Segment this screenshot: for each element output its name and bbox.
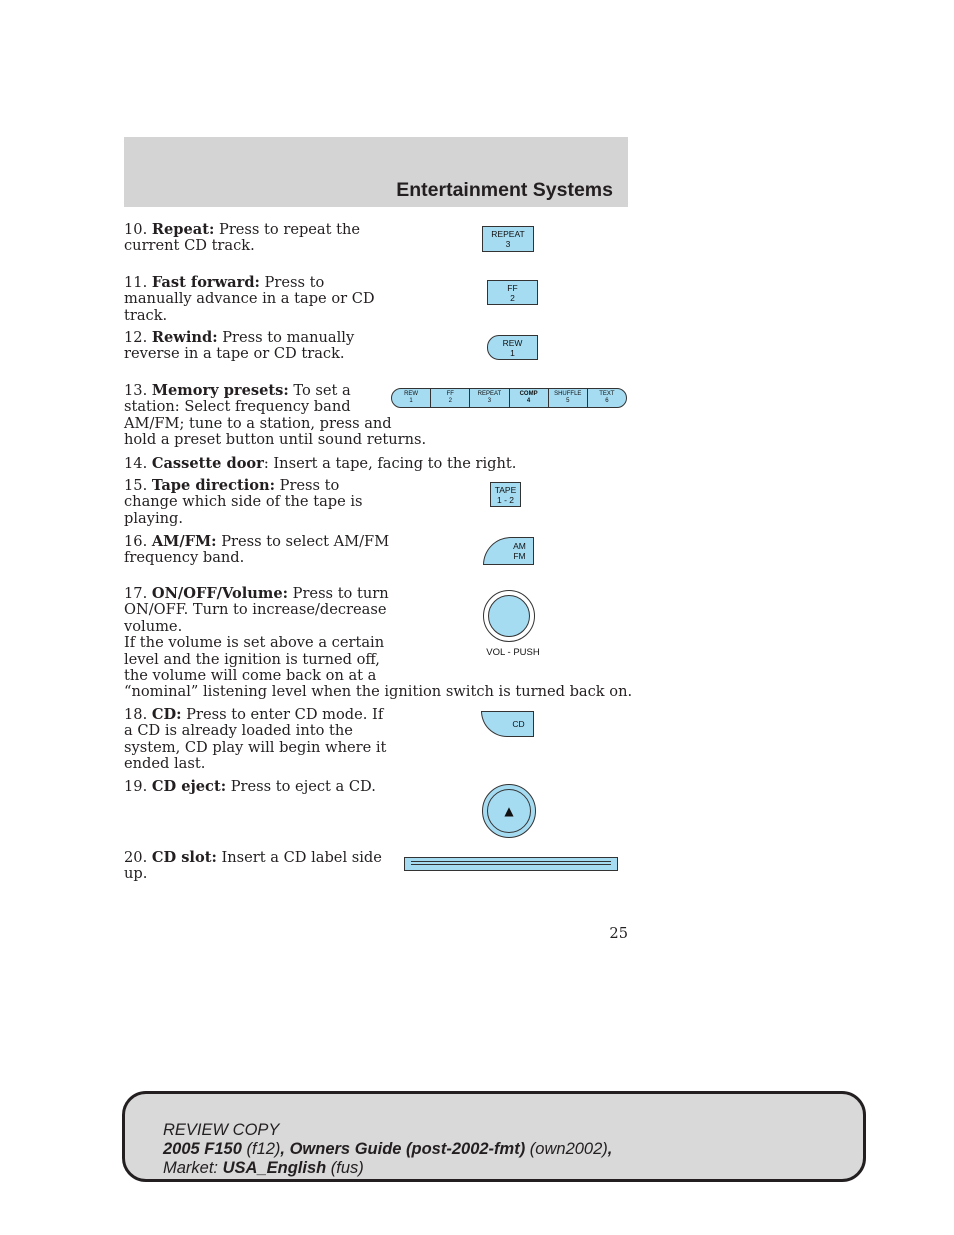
item-fast-forward: 11. Fast forward: Press to manually advance in a tape or CD track. [124, 274, 375, 324]
volume-label: VOL - PUSH [486, 647, 540, 658]
item-repeat: 10. Repeat: Press to repeat the current CD track. [124, 221, 361, 255]
item-cassette-door: 14. Cassette door: Insert a tape, facing to the right. [124, 455, 517, 472]
item-memory-presets: 13. Memory presets: To set a station: Select frequency band AM/FM; tune to a station, press and hold a preset button until sound returns. [124, 382, 427, 449]
item-cd-eject: 19. CD eject: Press to eject a CD. [124, 778, 376, 795]
preset-3: REPEAT 3 [470, 389, 509, 407]
section-title: Entertainment Systems [396, 179, 613, 201]
item-cd-slot: 20. CD slot: Insert a CD label side up. [124, 849, 382, 883]
item-am-fm: 16. AM/FM: Press to select AM/FM frequency band. [124, 533, 390, 567]
tape-button-icon: TAPE 1 - 2 [490, 482, 521, 507]
preset-1: REW 1 [392, 389, 431, 407]
volume-knob-inner [488, 595, 530, 637]
volume-knob-icon [483, 590, 535, 642]
eject-icon: ▲ [487, 789, 531, 833]
preset-4: COMP 4 [510, 389, 549, 407]
preset-2: FF 2 [431, 389, 470, 407]
cd-slot-icon [404, 857, 618, 871]
page-number: 25 [609, 925, 628, 942]
slot-line-bottom [411, 864, 611, 865]
slot-line-top [411, 861, 611, 862]
item-rewind: 12. Rewind: Press to manually reverse in a tape or CD track. [124, 329, 355, 363]
review-copy-footer [122, 1091, 866, 1182]
ff-button-icon: FF 2 [487, 280, 538, 305]
cd-button-icon: CD [481, 711, 534, 737]
preset-bar-icon [391, 388, 627, 408]
review-copy-label: REVIEW COPY [163, 1121, 280, 1139]
item-cd: 18. CD: Press to enter CD mode. If a CD is already loaded into the system, CD play will begin where it ended last. [124, 706, 387, 773]
preset-6: TEXT 6 [599, 391, 615, 404]
eject-button-icon [482, 784, 536, 838]
repeat-button-icon: REPEAT 3 [482, 226, 534, 252]
item-on-off-volume: 17. ON/OFF/Volume: Press to turn ON/OFF. Turn to increase/decrease volume. If the volume is set above a certain level and the ignition is turned off, the volume will come back on at a “nominal” listening level when the ignition switch is turned back on. [124, 585, 633, 701]
rew-button-icon: REW 1 [487, 335, 538, 360]
am-fm-button-icon: AM FM [483, 537, 534, 565]
footer-text: REVIEW COPY 2005 F150 (f12), Owners Guide (post-2002-fmt) (own2002), Market: USA_English (fus) [163, 1121, 613, 1177]
item-tape-direction: 15. Tape direction: Press to change which side of the tape is playing. [124, 477, 363, 527]
section-header [124, 137, 628, 207]
preset-5: SHUFFLE 5 [549, 389, 588, 407]
